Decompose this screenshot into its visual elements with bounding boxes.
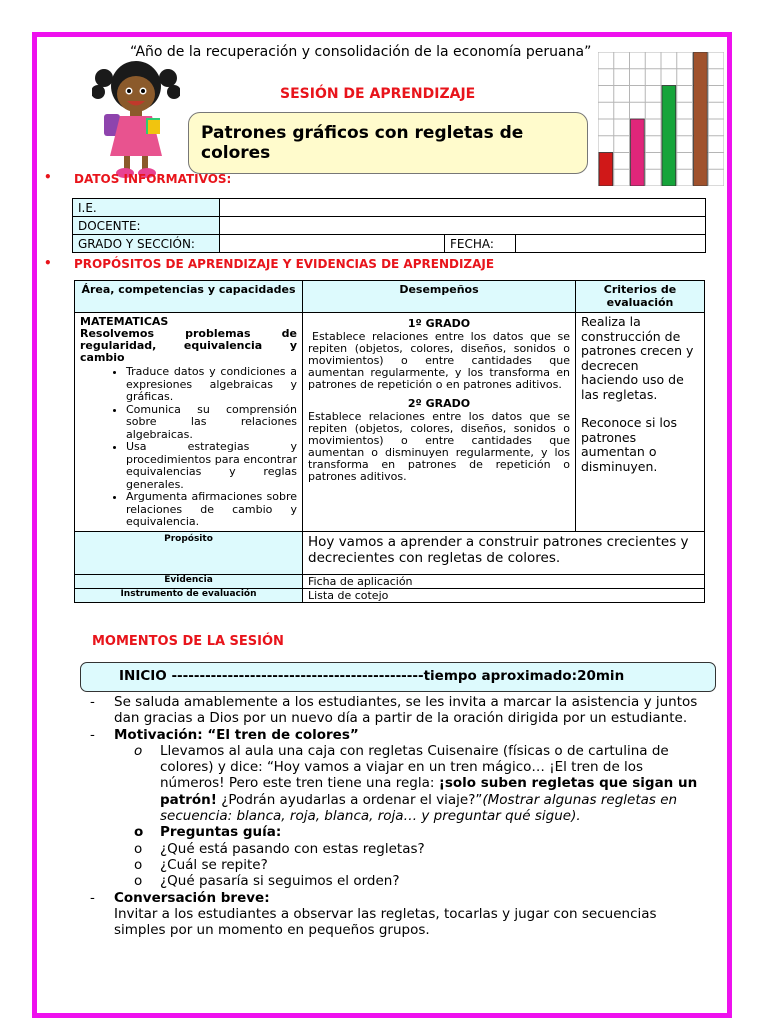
list-item <box>90 727 700 743</box>
datos-informativos-heading: DATOS INFORMATIVOS: <box>74 172 232 186</box>
circle-marker: o <box>134 824 144 841</box>
capacidad-item: • Comunica su comprensión sobre las relaciones algebraicas. <box>126 404 297 442</box>
preguntas-title: Preguntas guía: <box>160 824 282 841</box>
pregunta-item: ¿Qué pasaría si seguimos el orden? <box>160 873 400 890</box>
colored-rod-bar <box>599 153 613 187</box>
year-motto: “Año de la recuperación y consolidación de la economía peruana” <box>130 44 592 60</box>
list-item <box>90 743 700 824</box>
colored-rod-bar <box>631 119 645 186</box>
circle-marker: o <box>134 742 143 759</box>
fecha-value[interactable] <box>516 235 706 253</box>
evidencia-label: Evidencia <box>75 574 303 588</box>
info-table <box>72 198 706 253</box>
proposito-text: Hoy vamos a aprender a construir patrones crecientes y decrecientes con regletas de colores. <box>303 531 705 574</box>
grado-value[interactable] <box>220 235 445 253</box>
dash-marker: - <box>90 694 95 710</box>
capacidad-item: • Traduce datos y condiciones a expresiones algebraicas y gráficas. <box>126 366 297 404</box>
momentos-heading: MOMENTOS DE LA SESIÓN <box>92 634 284 649</box>
girl-illustration <box>92 56 180 180</box>
fecha-label: FECHA: <box>445 235 516 253</box>
topic-title: Patrones gráficos con regletas de colores <box>188 112 588 174</box>
grade-2-label: 2º GRADO <box>407 397 471 410</box>
llevamos-bold: ¡solo suben regletas que sigan un patrón! <box>160 775 698 808</box>
evidencia-text: Ficha de aplicación <box>303 574 705 588</box>
motivacion-title: Motivación: “El tren de colores” <box>114 726 359 743</box>
colored-rods-chart <box>598 52 724 186</box>
ie-value[interactable] <box>220 199 706 217</box>
conversacion-title: Conversación breve: <box>114 889 270 906</box>
circle-marker: o <box>134 856 143 873</box>
saludo-text: Se saluda amablemente a los estudiantes, se les invita a marcar la asistencia y juntos dan gracias a Dios por un nuevo día a partir de la oración dirigida por un estudiante. <box>114 694 698 727</box>
list-item <box>90 873 700 889</box>
capacidades-list <box>80 366 297 529</box>
proposito-label: Propósito <box>75 531 303 574</box>
criterio-1: Realiza la construcción de patrones crecen y decrecen haciendo uso de las regletas. <box>581 314 694 402</box>
desempeno-grade-2: Establece relaciones entre los datos que se repiten (objetos, colores, diseños, sonidos o movimientos) o entre cantidades que aumentan o disminuyen regularmente, y los transforma en patrones de repetición o patrones aditivos. <box>308 410 570 483</box>
capacidad-item: • Usa estrategias y procedimientos para encontrar equivalencias y reglas generales. <box>126 441 297 491</box>
docente-label: DOCENTE: <box>73 217 220 235</box>
ie-label: I.E. <box>73 199 220 217</box>
dash-marker: - <box>90 889 95 906</box>
pregunta-item: ¿Qué está pasando con estas regletas? <box>160 840 425 857</box>
list-item <box>90 841 700 857</box>
header-area: Área, competencias y capacidades <box>75 281 303 313</box>
circle-marker: o <box>134 840 143 857</box>
area-name: MATEMATICAS <box>80 315 169 328</box>
desempeno-grade-1: Establece relaciones entre los datos que se repiten (objetos, colores, diseños, sonidos o movimientos) o entre cantidades que aumentan regularmente, y los transforma en patrones de repetición o en patrones aditivos. <box>308 330 570 391</box>
bullet-icon: • <box>44 170 52 184</box>
llevamos-text: Llevamos al aula una caja con regletas Cuisenaire (físicas o de cartulina de colores) y dice: “Hoy vamos a viajar en un tren mágico… ¡El tren de los números! Pero este tren tiene una regla: <box>160 742 669 792</box>
learning-table <box>74 280 705 603</box>
capacidad-item: • Argumenta afirmaciones sobre relaciones de cambio y equivalencia. <box>126 491 297 529</box>
competencia: Resolvemos problemas de regularidad, equivalencia y cambio <box>80 327 297 364</box>
circle-marker: o <box>134 873 143 890</box>
dash-marker: - <box>90 726 95 743</box>
session-body <box>90 694 700 938</box>
list-item <box>90 906 700 939</box>
llevamos-italic: (Mostrar algunas regletas en secuencia: blanca, roja, blanca, roja… y preguntar qué sigue). <box>160 791 678 825</box>
criterio-2: Reconoce si los patrones aumentan o disminuyen. <box>581 415 678 474</box>
inicio-bar: INICIO ---------------------------------------------tiempo aproximado:20min <box>80 662 716 692</box>
colored-rod-bar <box>694 52 708 186</box>
llevamos-text-2: ¿Podrán ayudarlas a ordenar el viaje?” <box>216 791 483 808</box>
header-desempenos: Desempeños <box>303 281 576 313</box>
list-item <box>90 857 700 873</box>
bullet-icon: • <box>44 256 52 270</box>
instrumento-label: Instrumento de evaluación <box>75 588 303 602</box>
docente-value[interactable] <box>220 217 706 235</box>
llevamos-paragraph <box>160 743 700 824</box>
grado-label: GRADO Y SECCIÓN: <box>73 235 220 253</box>
session-title: SESIÓN DE APRENDIZAJE <box>280 86 476 102</box>
instrumento-text: Lista de cotejo <box>303 588 705 602</box>
grade-1-label: 1º GRADO <box>407 317 471 330</box>
header-criterios: Criterios de evaluación <box>576 281 705 313</box>
propositos-heading: PROPÓSITOS DE APRENDIZAJE Y EVIDENCIAS DE APRENDIZAJE <box>74 257 495 271</box>
colored-rod-bar <box>662 86 676 187</box>
list-item <box>90 824 700 840</box>
pregunta-item: ¿Cuál se repite? <box>160 856 268 873</box>
conversacion-text: Invitar a los estudiantes a observar las regletas, tocarlas y jugar con secuencias simples por un momento en pequeños grupos. <box>114 905 657 939</box>
list-item <box>90 694 700 727</box>
list-item <box>90 890 700 906</box>
